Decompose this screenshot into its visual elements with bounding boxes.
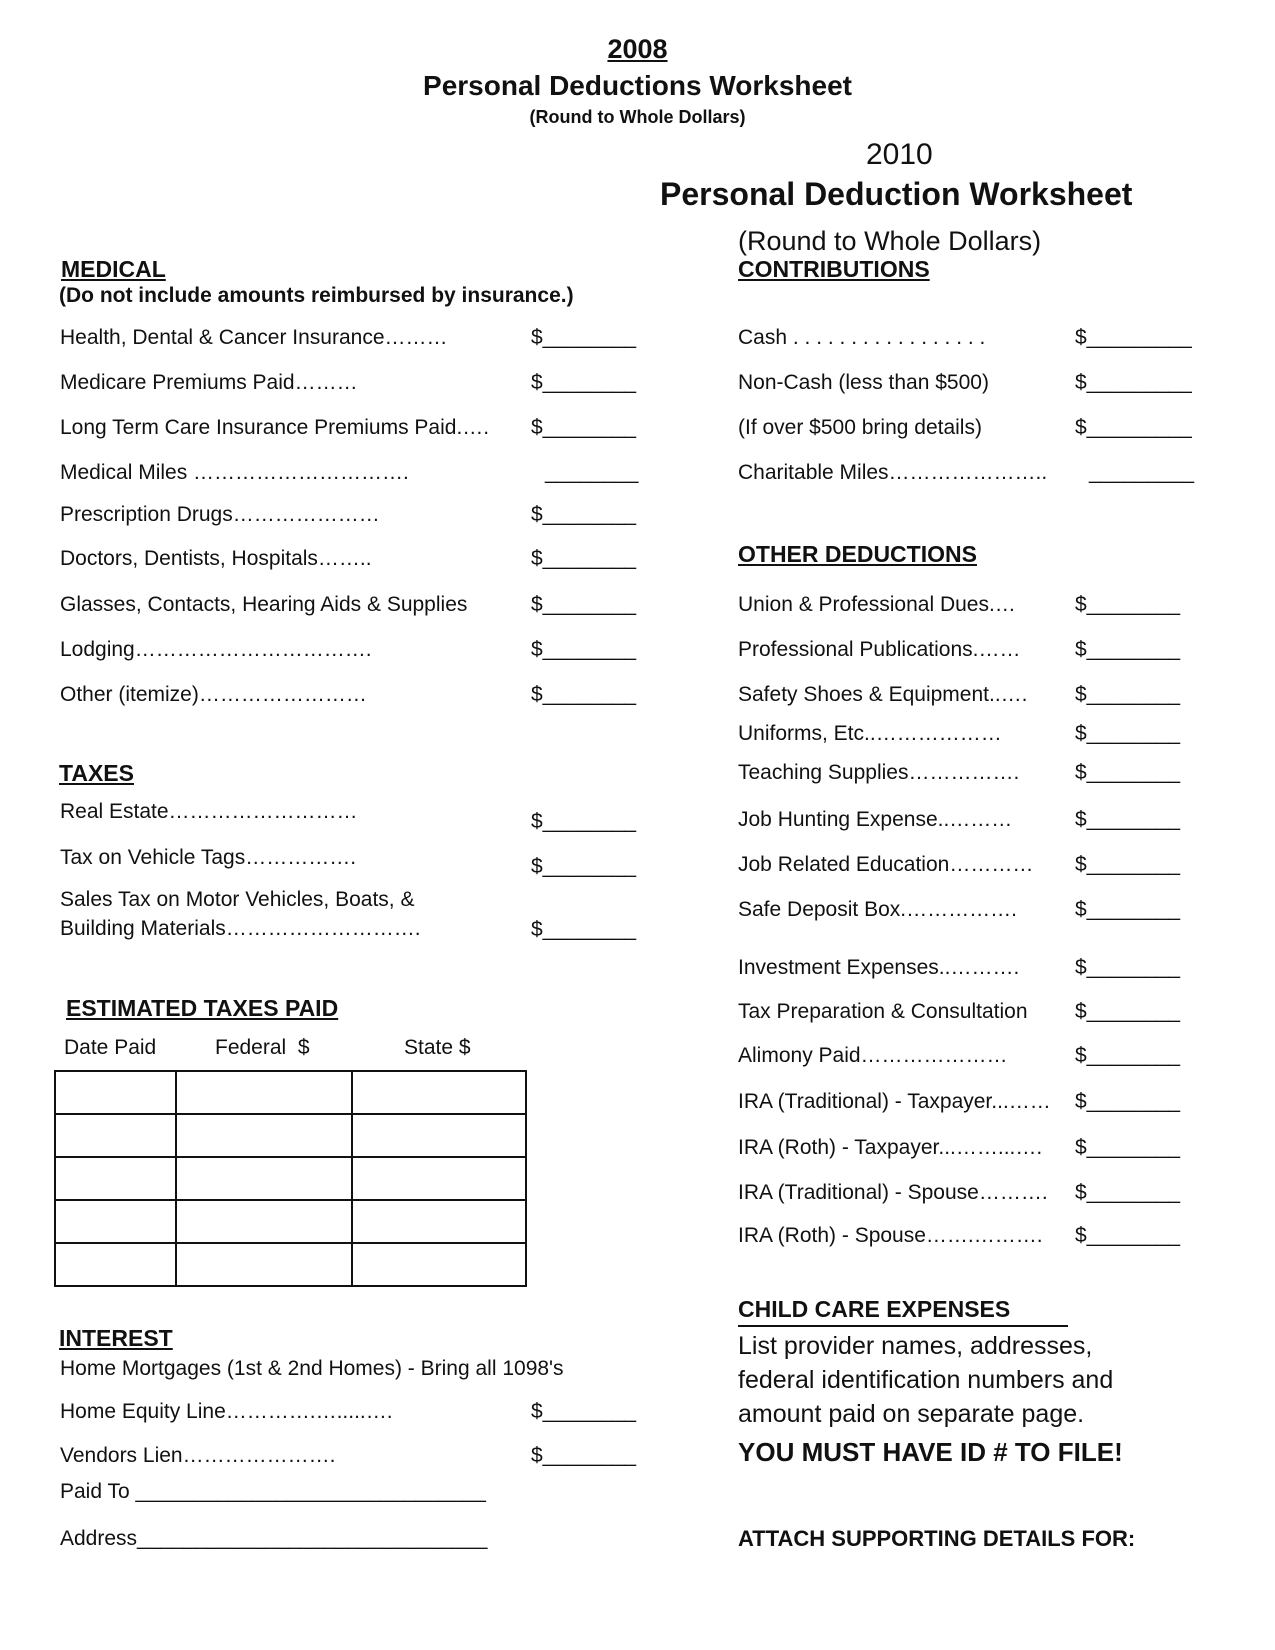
other-row-amount[interactable]: $________ — [1075, 956, 1181, 979]
child-care-text-line2: federal identification numbers and — [738, 1366, 1114, 1394]
contribution-row-amount[interactable]: $_________ — [1075, 326, 1192, 349]
date-paid-cell[interactable] — [55, 1114, 176, 1157]
federal-cell[interactable] — [176, 1200, 352, 1243]
other-row-amount[interactable]: $________ — [1075, 593, 1181, 616]
other-row-label: Union & Professional Dues.… — [738, 593, 1016, 616]
interest-row-label: Home Equity Line………….….....…. — [60, 1400, 393, 1423]
other-row-label: Safe Deposit Box.……………. — [738, 898, 1017, 921]
round-note-2010: (Round to Whole Dollars) — [738, 226, 1042, 256]
date-paid-cell[interactable] — [55, 1243, 176, 1286]
taxes-heading: TAXES — [59, 760, 134, 786]
state-cell[interactable] — [352, 1157, 526, 1200]
other-row-label: Uniforms, Etc..……………… — [738, 722, 1002, 745]
interest-heading: INTEREST — [59, 1325, 173, 1351]
other-row-amount[interactable]: $________ — [1075, 853, 1181, 876]
other-row-amount[interactable]: $________ — [1075, 898, 1181, 921]
table-row — [55, 1157, 526, 1200]
medical-row-label: Medicare Premiums Paid……… — [60, 371, 358, 394]
title-2008: Personal Deductions Worksheet — [423, 70, 852, 101]
state-cell[interactable] — [352, 1114, 526, 1157]
interest-row-amount[interactable]: $________ — [531, 1400, 637, 1423]
table-row — [55, 1071, 526, 1114]
medical-row-amount[interactable]: $________ — [531, 371, 637, 394]
medical-row-amount[interactable]: $________ — [531, 683, 637, 706]
title-2010: Personal Deduction Worksheet — [660, 176, 1133, 212]
table-row — [55, 1114, 526, 1157]
taxes-row-label-continued: Building Materials………………………. — [60, 917, 421, 940]
attach-details-heading: ATTACH SUPPORTING DETAILS FOR: — [738, 1526, 1136, 1551]
medical-heading: MEDICAL — [61, 256, 166, 282]
child-care-text-line1: List provider names, addresses, — [738, 1332, 1093, 1360]
other-row-label: Job Related Education………… — [738, 853, 1034, 876]
other-row-amount[interactable]: $________ — [1075, 1090, 1181, 1113]
federal-cell[interactable] — [176, 1243, 352, 1286]
medical-row-label: Long Term Care Insurance Premiums Paid.…. — [60, 416, 490, 439]
contribution-row-label: Charitable Miles………………….. — [738, 461, 1048, 484]
other-row-amount[interactable]: $________ — [1075, 722, 1181, 745]
year-2010: 2010 — [866, 138, 933, 171]
must-have-id-notice: YOU MUST HAVE ID # TO FILE! — [738, 1437, 1123, 1467]
federal-cell[interactable] — [176, 1157, 352, 1200]
address-field[interactable]: Address______________________________ — [60, 1527, 488, 1550]
medical-row-amount[interactable]: $________ — [531, 503, 637, 526]
col-federal: Federal $ — [215, 1036, 310, 1059]
other-row-amount[interactable]: $________ — [1075, 761, 1181, 784]
medical-row-amount[interactable]: $________ — [531, 547, 637, 570]
state-cell[interactable] — [352, 1071, 526, 1114]
estimated-taxes-heading: ESTIMATED TAXES PAID — [66, 995, 339, 1021]
taxes-row-amount[interactable]: $________ — [531, 810, 637, 833]
medical-row-label: Health, Dental & Cancer Insurance……… — [60, 326, 448, 349]
other-row-amount[interactable]: $________ — [1075, 1224, 1181, 1247]
medical-row-label: Lodging……………………………. — [60, 638, 372, 661]
contribution-row-label: (If over $500 bring details) — [738, 416, 982, 439]
other-row-amount[interactable]: $________ — [1075, 1136, 1181, 1159]
date-paid-cell[interactable] — [55, 1200, 176, 1243]
other-row-amount[interactable]: $________ — [1075, 808, 1181, 831]
federal-cell[interactable] — [176, 1071, 352, 1114]
year-2008: 2008 — [607, 34, 668, 64]
mortgage-note: Home Mortgages (1st & 2nd Homes) - Bring all 1098's — [60, 1357, 564, 1380]
state-cell[interactable] — [352, 1243, 526, 1286]
medical-row-amount[interactable]: ________ — [545, 461, 639, 484]
other-row-label: Professional Publications.…… — [738, 638, 1021, 661]
other-row-label: Safety Shoes & Equipment..…. — [738, 683, 1028, 706]
medical-row-label: Medical Miles …………………………. — [60, 461, 409, 484]
federal-cell[interactable] — [176, 1114, 352, 1157]
interest-row-label: Vendors Lien…………………. — [60, 1444, 336, 1467]
col-date-paid: Date Paid — [64, 1036, 157, 1059]
date-paid-cell[interactable] — [55, 1071, 176, 1114]
round-note-2008: (Round to Whole Dollars) — [529, 107, 746, 127]
table-row — [55, 1200, 526, 1243]
taxes-row-amount[interactable]: $________ — [531, 855, 637, 878]
contribution-row-amount[interactable]: $_________ — [1075, 371, 1192, 394]
other-row-label: IRA (Roth) - Spouse…….………. — [738, 1224, 1043, 1247]
contribution-row-amount[interactable]: $_________ — [1075, 416, 1192, 439]
state-cell[interactable] — [352, 1200, 526, 1243]
taxes-row-label: Sales Tax on Motor Vehicles, Boats, & — [60, 888, 415, 911]
other-row-label: Teaching Supplies……………. — [738, 761, 1020, 784]
other-row-label: Investment Expenses..………. — [738, 956, 1020, 979]
medical-row-label: Other (itemize)…………………… — [60, 683, 367, 706]
other-row-amount[interactable]: $________ — [1075, 1181, 1181, 1204]
child-care-heading: CHILD CARE EXPENSES — [738, 1296, 1011, 1322]
other-row-amount[interactable]: $________ — [1075, 1000, 1181, 1023]
medical-row-amount[interactable]: $________ — [531, 638, 637, 661]
other-row-label: IRA (Traditional) - Taxpayer...…… — [738, 1090, 1051, 1113]
medical-row-label: Glasses, Contacts, Hearing Aids & Supplies — [60, 593, 468, 616]
medical-row-amount[interactable]: $________ — [531, 326, 637, 349]
table-row — [55, 1243, 526, 1286]
paid-to-field[interactable]: Paid To ______________________________ — [60, 1480, 486, 1503]
child-care-text-line3: amount paid on separate page. — [738, 1400, 1085, 1428]
date-paid-cell[interactable] — [55, 1157, 176, 1200]
other-row-amount[interactable]: $________ — [1075, 638, 1181, 661]
other-row-label: Tax Preparation & Consultation — [738, 1000, 1028, 1023]
taxes-row-label: Tax on Vehicle Tags……………. — [60, 846, 357, 869]
col-state: State $ — [404, 1036, 471, 1059]
estimated-taxes-table — [54, 1070, 527, 1287]
contribution-row-label: Non-Cash (less than $500) — [738, 371, 989, 394]
contributions-heading: CONTRIBUTIONS — [738, 256, 930, 282]
child-care-heading-rule — [738, 1325, 1068, 1327]
other-row-label: Job Hunting Expense..……… — [738, 808, 1013, 831]
other-row-label: IRA (Roth) - Taxpayer...……...…. — [738, 1136, 1043, 1159]
medical-row-amount[interactable]: $________ — [531, 416, 637, 439]
medical-row-amount[interactable]: $________ — [531, 593, 637, 616]
medical-row-label: Prescription Drugs………………… — [60, 503, 380, 526]
contribution-row-label: Cash . . . . . . . . . . . . . . . . . — [738, 326, 986, 349]
contribution-row-amount[interactable]: _________ — [1089, 461, 1195, 484]
other-row-label: Alimony Paid………………… — [738, 1044, 1008, 1067]
interest-row-amount[interactable]: $________ — [531, 1444, 637, 1467]
other-row-label: IRA (Traditional) - Spouse………. — [738, 1181, 1048, 1204]
other-row-amount[interactable]: $________ — [1075, 1044, 1181, 1067]
taxes-row-amount[interactable]: $________ — [531, 918, 637, 941]
medical-note: (Do not include amounts reimbursed by insurance.) — [59, 284, 574, 307]
medical-row-label: Doctors, Dentists, Hospitals…….. — [60, 547, 372, 570]
taxes-row-label: Real Estate……………………… — [60, 800, 358, 823]
other-row-amount[interactable]: $________ — [1075, 683, 1181, 706]
other-deductions-heading: OTHER DEDUCTIONS — [738, 541, 977, 567]
